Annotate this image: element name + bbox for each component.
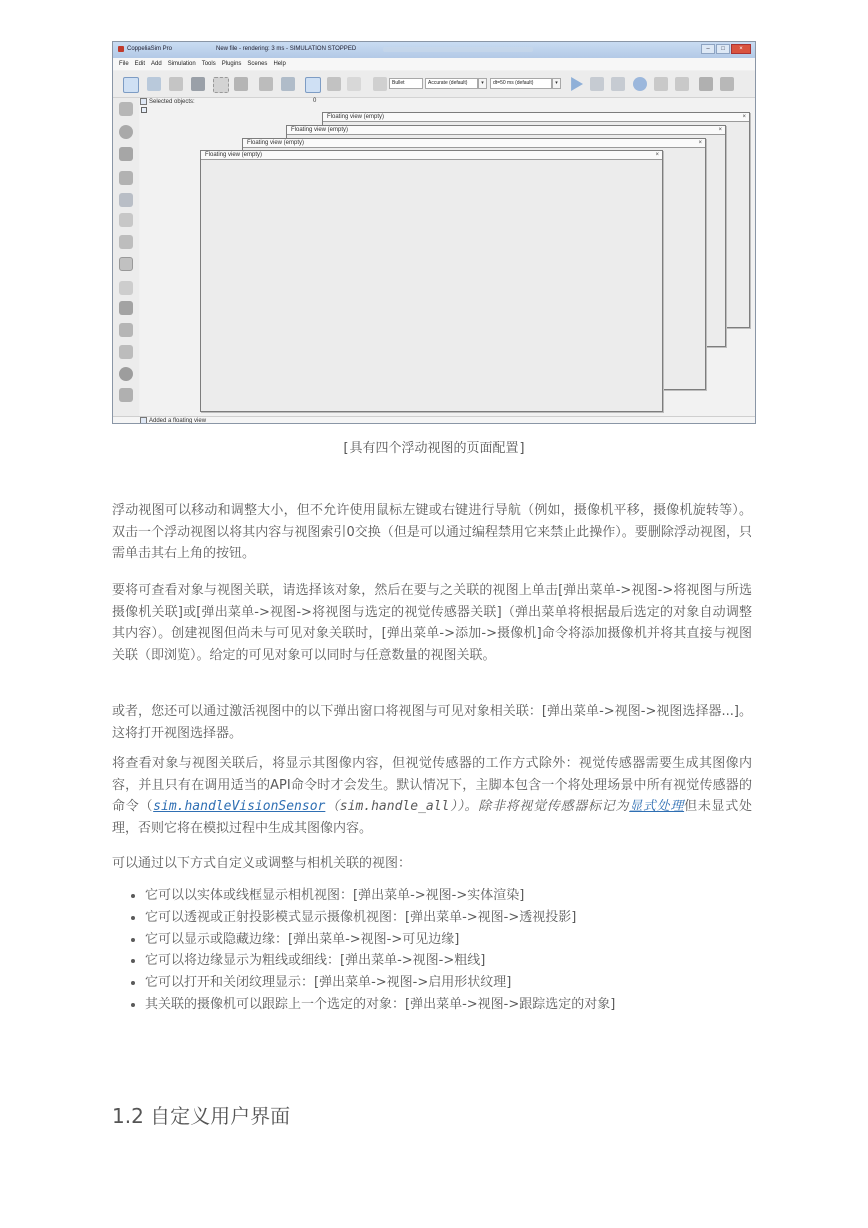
paragraph-view-selector: 或者，您还可以通过激活视图中的以下弹出窗口将视图与可见对象相关联：[弹出菜单->视图->视图选择器...]。这将打开视图选择器。 xyxy=(112,704,752,741)
text-segment: 将查看对象与视图关联后，将显示其图像内容，但视觉传感器的工作方式除外：视觉传感器需要生成其图像内容，并且只有在调用适当的API命令时才会发生。默认情况下，主脚本包含一个将处理场景中所有视觉传感器的命令（ xyxy=(112,756,752,814)
camera-shift-icon[interactable] xyxy=(169,77,183,91)
floating-view-close-button[interactable]: × xyxy=(718,127,722,133)
selected-objects-info xyxy=(140,98,195,105)
scene-object-properties-icon[interactable] xyxy=(119,102,133,116)
menu-simulation[interactable]: Simulation xyxy=(167,61,196,67)
app-logo-icon xyxy=(118,46,124,52)
selection-icon[interactable] xyxy=(119,235,133,249)
stop-icon[interactable] xyxy=(611,77,625,91)
floating-view-close-button[interactable]: × xyxy=(742,114,746,120)
object-shift-icon[interactable] xyxy=(234,77,248,91)
paragraph-associate-views: 要将可查看对象与视图关联，请选择该对象，然后在要与之关联的视图上单击[弹出菜单->视图->将视图与所选摄像机关联]或[弹出菜单->视图->将视图与选定的视觉传感器关联]（弹出菜单将根据最后选定的对象自动调整其内容）。创建视图但尚未与可见对象关联时，[弹出菜单->添加->摄像机]命令将添加摄像机并将其直接与视图关联（即浏览）。给定的可见对象可以同时与任意数量的视图关联。 xyxy=(112,583,752,663)
feature-list xyxy=(112,885,785,1016)
close-button[interactable]: × xyxy=(731,44,751,54)
menu-add[interactable]: Add xyxy=(151,61,162,67)
window-titlebar xyxy=(113,42,755,59)
user-settings-icon[interactable] xyxy=(119,367,133,381)
model-browser-icon[interactable] xyxy=(119,281,133,295)
expand-icon[interactable] xyxy=(141,107,147,113)
slower-icon[interactable] xyxy=(654,77,668,91)
minimize-button[interactable]: – xyxy=(701,44,715,54)
timestep-select[interactable]: dt=50 ms (default) xyxy=(490,78,552,89)
path-edit-icon[interactable] xyxy=(119,213,133,227)
paragraph-customize-intro: 可以通过以下方式自定义或调整与相机关联的视图： xyxy=(112,856,412,871)
floating-view-header[interactable] xyxy=(287,126,725,135)
info-toggle-icon[interactable] xyxy=(140,98,147,105)
window-controls xyxy=(701,44,751,54)
list-item: • 其关联的摄像机可以跟踪上一个选定的对象：[弹出菜单->视图->跟踪选定的对象] xyxy=(145,994,785,1016)
status-bar xyxy=(113,416,755,424)
paragraph-vision-sensor xyxy=(112,753,752,839)
scene-hierarchy-icon[interactable] xyxy=(119,301,133,315)
floating-view-title: Floating view (empty) xyxy=(291,127,349,133)
floating-view-header[interactable] xyxy=(323,113,749,122)
floating-view-4[interactable] xyxy=(200,150,663,412)
list-item: • 它可以将边缘显示为粗线或细线：[弹出菜单->视图->粗线] xyxy=(145,950,785,972)
camera-pan-icon[interactable] xyxy=(123,77,139,93)
click-select-icon[interactable] xyxy=(305,77,321,93)
app-name: CoppeliaSim Pro xyxy=(127,46,173,52)
app-title xyxy=(118,46,172,52)
page-selector-icon[interactable] xyxy=(119,257,133,271)
floating-view-header[interactable] xyxy=(201,151,662,160)
menu-tools[interactable]: Tools xyxy=(201,61,216,67)
undo-icon[interactable] xyxy=(327,77,341,91)
selected-objects-count: 0 xyxy=(313,98,317,104)
status-message: Added a floating view xyxy=(149,418,207,424)
object-move-icon[interactable] xyxy=(259,77,273,91)
screenshot-figure xyxy=(112,41,756,424)
list-item: • 它可以显示或隐藏边缘：[弹出菜单->视图->可见边缘] xyxy=(145,929,785,951)
accuracy-dropdown-icon[interactable]: ▾ xyxy=(478,78,487,89)
menu-file[interactable]: File xyxy=(119,61,129,67)
maximize-button[interactable]: □ xyxy=(716,44,730,54)
video-recorder-icon[interactable] xyxy=(119,345,133,359)
object-properties-icon[interactable] xyxy=(119,388,133,402)
pause-icon[interactable] xyxy=(590,77,604,91)
redo-icon[interactable] xyxy=(347,77,361,91)
floating-view-close-button[interactable]: × xyxy=(655,152,659,158)
status-toggle-icon[interactable] xyxy=(140,417,147,424)
floating-view-close-button[interactable]: × xyxy=(698,140,702,146)
calculation-modules-icon[interactable] xyxy=(119,125,133,139)
menu-plugins[interactable]: Plugins xyxy=(221,61,242,67)
floating-view-title: Floating view (empty) xyxy=(247,140,305,146)
camera-rotate-icon[interactable] xyxy=(147,77,161,91)
text-segment: 但未显式处理，否则它将在模拟过程中生成其图像内容。 xyxy=(112,799,752,836)
menu-edit[interactable]: Edit xyxy=(134,61,146,67)
thread-icon[interactable] xyxy=(699,77,713,91)
scripts-icon[interactable] xyxy=(119,171,133,185)
figure-caption: [具有四个浮动视图的页面配置] xyxy=(341,441,527,456)
object-rotate-icon[interactable] xyxy=(281,77,295,91)
dynamics-icon[interactable] xyxy=(373,77,387,91)
text-segment: （sim.handle_all））。除非将视觉传感器标记为 xyxy=(325,799,630,814)
collections-icon[interactable] xyxy=(119,147,133,161)
list-item: • 它可以打开和关闭纹理显示：[弹出菜单->视图->启用形状纹理] xyxy=(145,972,785,994)
handle-vision-sensor-link[interactable]: sim.handleVisionSensor xyxy=(153,799,326,814)
section-heading: 1.2 自定义用户界面 xyxy=(112,1104,291,1128)
window-title: New file - rendering: 3 ms - SIMULATION STOPPED xyxy=(216,46,357,52)
main-toolbar xyxy=(113,71,755,98)
scene-view[interactable] xyxy=(140,98,755,416)
visualization-icon[interactable] xyxy=(720,77,734,91)
left-toolbar xyxy=(113,98,139,416)
realtime-icon[interactable] xyxy=(633,77,647,91)
list-item: • 它可以透视或正射投影模式显示摄像机视图：[弹出菜单->视图->透视投影] xyxy=(145,907,785,929)
accuracy-select[interactable]: Accurate (default) xyxy=(425,78,478,89)
menu-scenes[interactable]: Scenes xyxy=(247,61,268,67)
play-icon[interactable] xyxy=(569,77,583,91)
physics-engine-select[interactable]: Bullet xyxy=(389,78,423,89)
menu-help[interactable]: Help xyxy=(273,61,286,67)
faster-icon[interactable] xyxy=(675,77,689,91)
list-item: • 它可以以实体或线框显示相机视图：[弹出菜单->视图->实体渲染] xyxy=(145,885,785,907)
floating-view-header[interactable] xyxy=(243,139,705,148)
timestep-dropdown-icon[interactable]: ▾ xyxy=(552,78,561,89)
shape-edit-icon[interactable] xyxy=(119,193,133,207)
fit-to-view-icon[interactable] xyxy=(213,77,229,93)
floating-view-title: Floating view (empty) xyxy=(327,114,385,120)
paragraph-floating-views: 浮动视图可以移动和调整大小，但不允许使用鼠标左键或右键进行导航（例如，摄像机平移，摄像机旋转等）。双击一个浮动视图以将其内容与视图索引0交换（但是可以通过编程禁用它来禁止此操作）。要删除浮动视图，只需单击其右上角的按钮。 xyxy=(112,503,752,561)
explicit-handling-link[interactable]: 显式处理 xyxy=(629,799,685,814)
menu-bar xyxy=(113,58,755,70)
layers-icon[interactable] xyxy=(119,323,133,337)
camera-angle-icon[interactable] xyxy=(191,77,205,91)
selected-objects-label: Selected objects: xyxy=(149,99,195,106)
floating-view-title: Floating view (empty) xyxy=(205,152,263,158)
blurred-region xyxy=(383,47,533,52)
